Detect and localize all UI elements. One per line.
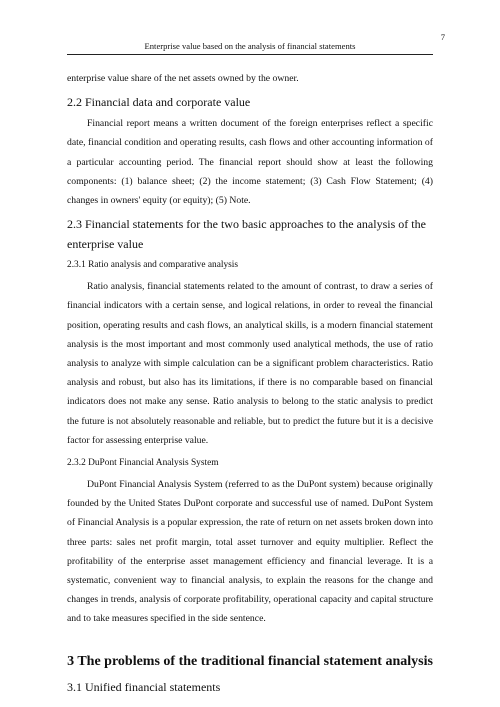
paragraph-ratio-analysis: Ratio analysis, financial statements related to the amount of contrast, to draw a series of financial indicators with a certain sense, and logical relations, in order to reveal the financial position, operating results and cash flows, an analytical skills, is a modern financial statement analysis is the most important and most commonly used analytical methods, the use of ratio analysis to analyze with simple calculation can be a significant problem characteristics. Ratio analysis and robust, but also has its limitations, if there is no comparable based on financial indicators does not make any sense. Ratio analysis to belong to the static analysis to predict the future is not absolutely reasonable and reliable, but to predict the future but it is a decisive factor for assessing enterprise value. — [67, 281, 433, 446]
section-heading-2-3: 2.3 Financial statements for the two basic approaches to the analysis of the enterprise value — [67, 217, 426, 252]
section-heading-2-2: 2.2 Financial data and corporate value — [67, 95, 251, 110]
subsection-heading-2-3-2: 2.3.2 DuPont Financial Analysis System — [67, 458, 219, 469]
paragraph-financial-report: Financial report means a written document of the foreign enterprises reflect a specific date, financial condition and operating results, cash flows and other accounting information of a particular accounting period. The financial report should show at least the following components: (1) balance sheet; (2) the income statement; (3) Cash Flow Statement; (4) changes in owners' equity (or equity); (5) Note. — [67, 118, 433, 207]
page-number: 7 — [440, 32, 445, 42]
section-heading-3-1: 3.1 Unified financial statements — [67, 679, 221, 694]
page-content — [67, 69, 433, 697]
page-header — [67, 32, 445, 55]
paragraph-carryover: enterprise value share of the net assets owned by the owner. — [67, 73, 299, 84]
subsection-heading-2-3-1: 2.3.1 Ratio analysis and comparative analysis — [67, 260, 239, 271]
chapter-heading-3: 3 The problems of the traditional financial statement analysis — [67, 653, 433, 669]
running-head: Enterprise value based on the analysis of financial statements — [144, 41, 356, 51]
paragraph-dupont-system: DuPont Financial Analysis System (referred to as the DuPont system) because originally founded by the United States DuPont corporate and successful use of named. DuPont System of Financial Analysis is a popular expression, the rate of return on net assets broken down into three parts: sales net profit margin, total asset turnover and equity multiplier. Reflect the profitability of the enterprise asset management efficiency and financial leverage. It is a systematic, convenient way to financial analysis, to explain the reasons for the change and changes in trends, analysis of corporate profitability, operational capacity and capital structure and to take measures specified in the side sentence. — [67, 479, 433, 625]
